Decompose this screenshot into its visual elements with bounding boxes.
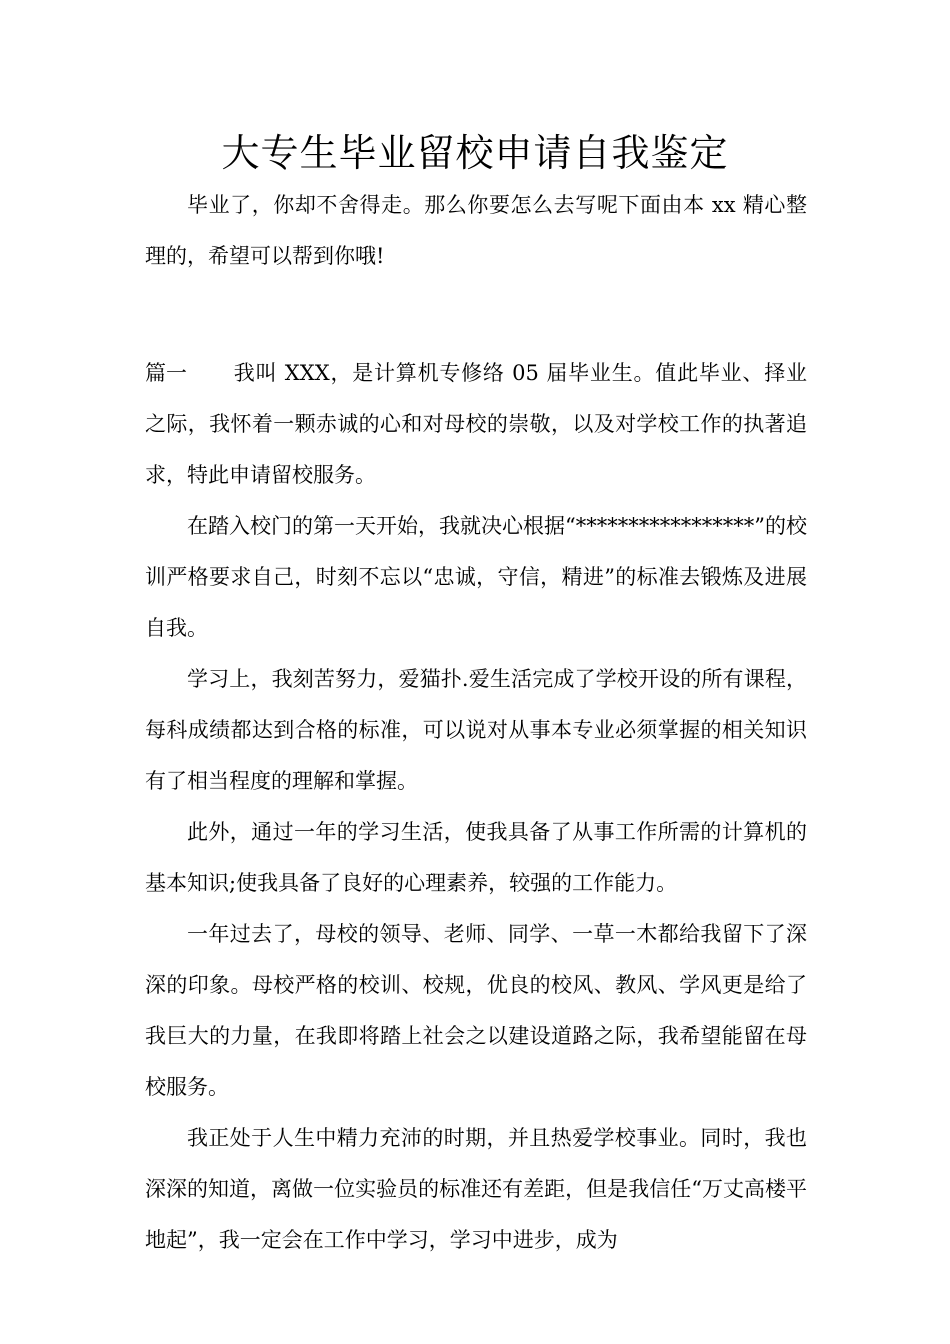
paragraph: 我正处于人生中精力充沛的时期，并且热爱学校事业。同时，我也深深的知道，离做一位实验员的标准还有差距，但是我信任“万丈高楼平地起”，我一定会在工作中学习，学习中进步，成为 — [145, 1126, 807, 1252]
paragraph: 学习上，我刻苦努力，爱猫扑.爱生活完成了学校开设的所有课程，每科成绩都达到合格的标准，可以说对从事本专业必须掌握的相关知识有了相当程度的理解和掌握。 — [145, 667, 807, 793]
blank-line — [145, 282, 807, 348]
document-body — [145, 180, 807, 1266]
section-label: 篇一 — [145, 361, 187, 385]
section-first-paragraph — [145, 348, 807, 501]
paragraph: 一年过去了，母校的领导、老师、同学、一草一木都给我留下了深深的印象。母校严格的校训、校规，优良的校风、教风、学风更是给了我巨大的力量，在我即将踏上社会之以建设道路之际，我希望能留在母校服务。 — [145, 922, 807, 1099]
paragraph-text: 我叫 XXX，是计算机专修络 05 届毕业生。值此毕业、择业之际，我怀着一颗赤诚的心和对母校的崇敬，以及对学校工作的执著追求，特此申请留校服务。 — [145, 361, 807, 487]
paragraph: 此外，通过一年的学习生活，使我具备了从事工作所需的计算机的基本知识;使我具备了良好的心理素养，较强的工作能力。 — [145, 820, 807, 895]
intro-paragraph: 毕业了，你却不舍得走。那么你要怎么去写呢下面由本 xx 精心整理的，希望可以帮到你哦! — [145, 193, 807, 268]
paragraph: 在踏入校门的第一天开始，我就决心根据“*****************”的校训严格要求自己，时刻不忘以“忠诚，守信，精进”的标准去锻炼及进展自我。 — [145, 514, 807, 640]
document-title: 大专生毕业留校申请自我鉴定 — [221, 131, 729, 175]
